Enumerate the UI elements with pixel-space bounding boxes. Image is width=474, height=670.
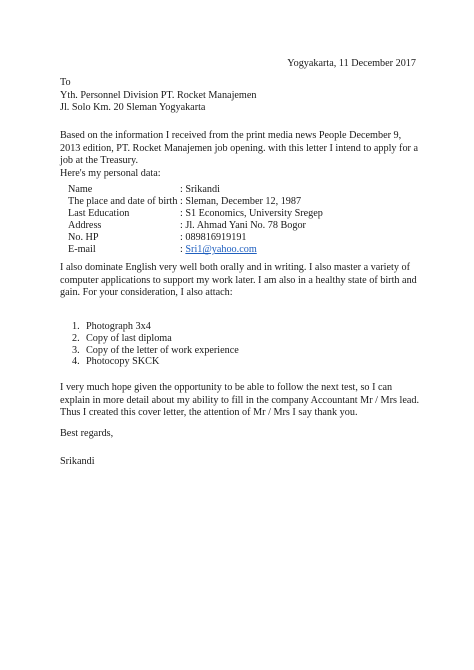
personal-data-label: No. HP	[68, 232, 99, 244]
skills-paragraph: I also dominate English very well both orally and in writing. I also master a variety of computer applications to support my work later. I am also in a healthy state of birth and gain. For your consideration, I also attach:	[60, 262, 417, 298]
closing-paragraph-2: Thus I created this cover letter, the attention of Mr / Mrs I say thank you.	[60, 407, 358, 418]
list-item	[72, 333, 372, 345]
list-item	[72, 321, 372, 333]
list-item-number: 1.	[72, 321, 80, 332]
personal-data-value: : 089816919191	[180, 232, 247, 244]
skills-block	[60, 262, 420, 300]
email-prefix: :	[180, 244, 186, 256]
attachments-list	[72, 321, 372, 368]
personal-data-row	[60, 220, 420, 232]
list-item-text: Photograph 3x4	[86, 321, 151, 332]
personal-data-label: E-mail	[68, 244, 96, 256]
personal-data-row	[60, 232, 420, 244]
closing-paragraph-1: I very much hope given the opportunity to be able to follow the next test, so I can explain in more detail about my ability to fill in the company Accountant Mr / Mrs lead.	[60, 382, 420, 406]
personal-data-label: Address	[68, 220, 102, 232]
closing-block	[60, 382, 420, 420]
intro-paragraph: Based on the information I received from the print media news People December 9, 2013 edition, PT. Rocket Manajemen job opening. with this letter I intend to apply for a job at the Treasury.	[60, 130, 418, 166]
personal-data-table	[60, 184, 420, 257]
personal-data-row	[60, 196, 420, 208]
recipient-to: To	[60, 77, 71, 88]
personal-data-heading: Here's my personal data:	[60, 167, 161, 179]
recipient-line-2: Jl. Solo Km. 20 Sleman Yogyakarta	[60, 102, 206, 113]
list-item-number: 3.	[72, 344, 80, 356]
personal-data-value: : Jl. Ahmad Yani No. 78 Bogor	[180, 220, 306, 232]
personal-data-row	[60, 184, 420, 196]
personal-data-label: The place and date of birth	[68, 196, 178, 208]
personal-data-row	[60, 244, 420, 256]
email-link[interactable]: Sri1@yahoo.com	[185, 244, 257, 256]
list-item	[72, 345, 372, 357]
list-item-number: 2.	[72, 332, 80, 344]
date-line: Yogyakarta, 11 December 2017	[287, 58, 416, 69]
personal-data-value	[180, 244, 420, 256]
personal-data-label: Last Education	[68, 208, 130, 220]
signature-name: Srikandi	[60, 456, 95, 467]
list-item	[72, 356, 372, 368]
personal-data-value: : Sleman, December 12, 1987	[180, 196, 302, 208]
personal-data-value: : Srikandi	[180, 184, 220, 195]
regards-line: Best regards,	[60, 428, 114, 439]
recipient-block	[60, 77, 420, 115]
list-item-text: Copy of the letter of work experience	[86, 344, 239, 356]
personal-data-label: Name	[68, 184, 93, 195]
list-item-number: 4.	[72, 356, 80, 368]
personal-data-row	[60, 208, 420, 220]
personal-data-value: : S1 Economics, University Sregep	[180, 208, 323, 220]
intro-block	[60, 130, 420, 180]
recipient-line-1: Yth. Personnel Division PT. Rocket Manajemen	[60, 89, 257, 101]
list-item-text: Photocopy SKCK	[86, 356, 160, 368]
list-item-text: Copy of last diploma	[86, 332, 172, 344]
